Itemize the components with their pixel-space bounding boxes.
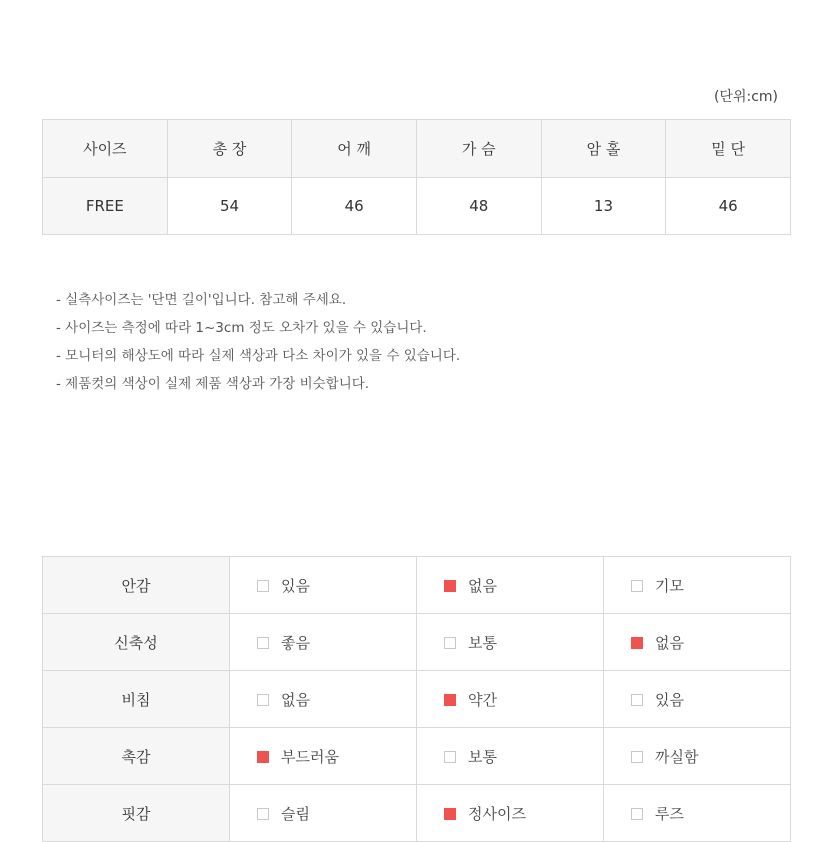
attribute-option-label: 좋음	[281, 633, 310, 652]
unchecked-box-icon	[257, 580, 269, 592]
header-total-length: 총 장	[167, 120, 292, 178]
unchecked-box-icon	[631, 694, 643, 706]
unchecked-box-icon	[631, 580, 643, 592]
attribute-option-label: 부드러움	[281, 747, 339, 766]
attribute-option	[230, 557, 417, 614]
size-table	[42, 119, 791, 235]
attribute-option	[230, 614, 417, 671]
notes-list	[56, 286, 460, 398]
attribute-option	[417, 614, 604, 671]
attribute-row-sheerness	[43, 671, 791, 728]
note-item: - 제품컷의 색상이 실제 제품 색상과 가장 비슷합니다.	[56, 376, 370, 392]
chest-value: 48	[416, 178, 541, 235]
unchecked-box-icon	[444, 751, 456, 763]
attribute-option	[604, 614, 791, 671]
attribute-table	[42, 556, 791, 842]
attribute-option-label: 있음	[655, 690, 684, 709]
attribute-option-label: 기모	[655, 576, 684, 595]
attribute-option-label: 보통	[468, 633, 497, 652]
size-value: FREE	[43, 178, 168, 235]
attribute-label: 촉감	[43, 728, 230, 785]
attribute-row-lining	[43, 557, 791, 614]
attribute-label: 신축성	[43, 614, 230, 671]
unchecked-box-icon	[257, 808, 269, 820]
attribute-option-label: 있음	[281, 576, 310, 595]
unchecked-box-icon	[444, 637, 456, 649]
checked-box-icon	[444, 580, 456, 592]
attribute-label: 안감	[43, 557, 230, 614]
attribute-option	[604, 557, 791, 614]
attribute-option	[417, 671, 604, 728]
unchecked-box-icon	[257, 694, 269, 706]
header-hem: 밑 단	[666, 120, 791, 178]
unchecked-box-icon	[257, 637, 269, 649]
attribute-option-label: 루즈	[655, 804, 684, 823]
attribute-option-label: 없음	[281, 690, 310, 709]
total-length-value: 54	[167, 178, 292, 235]
checked-box-icon	[631, 637, 643, 649]
attribute-option-label: 없음	[468, 576, 497, 595]
note-item: - 모니터의 해상도에 따라 실제 색상과 다소 차이가 있을 수 있습니다.	[56, 348, 461, 364]
checked-box-icon	[257, 751, 269, 763]
attribute-row-texture	[43, 728, 791, 785]
armhole-value: 13	[541, 178, 666, 235]
attribute-label: 핏감	[43, 785, 230, 842]
hem-value: 46	[666, 178, 791, 235]
header-chest: 가 슴	[416, 120, 541, 178]
note-item: - 실측사이즈는 '단면 길이'입니다. 참고해 주세요.	[56, 292, 347, 308]
attribute-label: 비침	[43, 671, 230, 728]
attribute-option	[604, 671, 791, 728]
unit-label: (단위:cm)	[713, 89, 778, 105]
attribute-option-label: 슬림	[281, 804, 310, 823]
size-table-row	[43, 178, 791, 235]
attribute-option-label: 까실함	[655, 747, 699, 766]
header-size: 사이즈	[43, 120, 168, 178]
note-item: - 사이즈는 측정에 따라 1~3cm 정도 오차가 있을 수 있습니다.	[56, 320, 427, 336]
unchecked-box-icon	[631, 808, 643, 820]
attribute-option	[230, 728, 417, 785]
header-shoulder: 어 깨	[292, 120, 417, 178]
unchecked-box-icon	[631, 751, 643, 763]
checked-box-icon	[444, 808, 456, 820]
attribute-row-stretch	[43, 614, 791, 671]
attribute-option	[417, 557, 604, 614]
checked-box-icon	[444, 694, 456, 706]
shoulder-value: 46	[292, 178, 417, 235]
attribute-option	[230, 671, 417, 728]
attribute-option-label: 없음	[655, 633, 684, 652]
attribute-option	[604, 728, 791, 785]
attribute-option-label: 정사이즈	[468, 804, 526, 823]
attribute-option-label: 보통	[468, 747, 497, 766]
header-armhole: 암 홀	[541, 120, 666, 178]
attribute-option-label: 약간	[468, 690, 497, 709]
attribute-option	[417, 728, 604, 785]
size-table-header-row	[43, 120, 791, 178]
